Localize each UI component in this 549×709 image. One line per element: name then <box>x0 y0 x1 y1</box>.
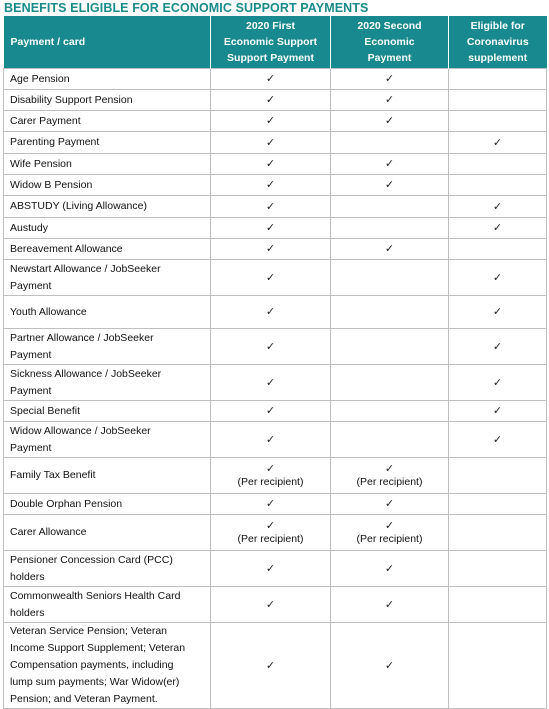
payment-name: holders <box>10 570 45 583</box>
coronavirus-supplement-cell <box>449 111 547 132</box>
first-payment-cell <box>211 154 331 175</box>
payment-name-cell <box>4 422 211 458</box>
first-payment-cell <box>211 422 331 458</box>
header-line: supplement <box>468 52 528 64</box>
coronavirus-supplement-cell <box>449 69 547 90</box>
check-icon: ✓ <box>265 242 276 255</box>
payment-name: Income Support Supplement; Veteran <box>10 642 186 654</box>
payment-name: holders <box>10 606 45 619</box>
check-icon: ✓ <box>265 178 276 191</box>
second-payment-cell <box>331 401 449 422</box>
check-icon: ✓ <box>492 339 503 353</box>
payment-name: Parenting Payment <box>10 136 100 148</box>
second-payment-cell <box>331 154 449 175</box>
second-payment-cell <box>331 69 449 90</box>
check-icon: ✓ <box>265 461 276 475</box>
header-line: 2020 First <box>245 20 296 32</box>
table-row <box>4 401 547 422</box>
page-title: BENEFITS ELIGIBLE FOR ECONOMIC SUPPORT PAYMENTS <box>4 1 369 15</box>
header-line: Economic Support <box>223 36 318 48</box>
second-payment-cell <box>331 551 449 587</box>
table-row <box>4 175 547 196</box>
payment-name: Austudy <box>10 221 48 234</box>
check-icon: ✓ <box>492 305 503 318</box>
header-row <box>4 16 547 69</box>
check-icon: ✓ <box>265 221 276 234</box>
table-row <box>4 111 547 132</box>
table-row <box>4 551 547 587</box>
coronavirus-supplement-cell <box>449 175 547 196</box>
table-row <box>4 458 547 494</box>
first-payment-cell <box>211 401 331 422</box>
payment-name-cell <box>4 401 211 422</box>
second-payment-cell <box>331 623 449 709</box>
payment-name-cell <box>4 365 211 401</box>
second-payment-cell <box>331 196 449 218</box>
payment-name-cell <box>4 239 211 260</box>
benefits-table <box>3 16 547 709</box>
check-icon: ✓ <box>384 461 395 475</box>
check-icon: ✓ <box>492 375 503 389</box>
first-payment-cell <box>211 132 331 154</box>
table-row <box>4 239 547 260</box>
first-payment-cell <box>211 69 331 90</box>
check-icon: ✓ <box>265 72 276 85</box>
payment-name: Partner Allowance / JobSeeker <box>10 331 154 344</box>
table-row <box>4 296 547 329</box>
table-row <box>4 218 547 239</box>
payment-name-cell <box>4 458 211 494</box>
header-line: Payment / card <box>10 36 86 48</box>
first-payment-cell <box>211 587 331 623</box>
second-payment-cell <box>331 296 449 329</box>
coronavirus-supplement-cell <box>449 132 547 154</box>
payment-name: Wife Pension <box>10 157 72 170</box>
payment-name: Newstart Allowance / JobSeeker <box>10 262 161 275</box>
check-icon: ✓ <box>384 72 395 85</box>
header-line: Eligible for <box>470 20 525 32</box>
first-payment-cell <box>211 494 331 515</box>
check-icon: ✓ <box>265 432 276 446</box>
payment-name: Disability Support Pension <box>10 93 133 106</box>
check-icon: ✓ <box>265 305 276 318</box>
check-icon: ✓ <box>265 497 276 510</box>
second-payment-cell <box>331 494 449 515</box>
payment-name: Special Benefit <box>10 404 81 417</box>
payment-name: Commonwealth Seniors Health Card <box>10 589 181 602</box>
coronavirus-supplement-cell <box>449 239 547 260</box>
header-line: 2020 Second <box>357 20 422 32</box>
check-icon: ✓ <box>265 157 276 170</box>
header-payment-card <box>4 16 211 69</box>
payment-name-cell <box>4 494 211 515</box>
check-icon: ✓ <box>384 597 395 611</box>
header-coronavirus-supplement <box>449 16 547 69</box>
check-icon: ✓ <box>492 404 503 417</box>
coronavirus-supplement-cell <box>449 587 547 623</box>
check-icon: ✓ <box>265 339 276 353</box>
payment-name-cell <box>4 111 211 132</box>
check-icon: ✓ <box>492 432 503 446</box>
check-icon: ✓ <box>265 404 276 417</box>
check-icon: ✓ <box>492 199 503 213</box>
per-recipient-note: (Per recipient) <box>356 475 423 488</box>
coronavirus-supplement-cell <box>449 329 547 365</box>
check-icon: ✓ <box>384 93 395 106</box>
second-payment-cell <box>331 587 449 623</box>
payment-name: Widow B Pension <box>10 178 93 191</box>
check-icon: ✓ <box>384 518 395 532</box>
table-row <box>4 260 547 296</box>
coronavirus-supplement-cell <box>449 90 547 111</box>
payment-name: Carer Allowance <box>10 526 87 538</box>
coronavirus-supplement-cell <box>449 623 547 709</box>
first-payment-cell <box>211 365 331 401</box>
first-payment-cell <box>211 458 331 494</box>
payment-name-cell <box>4 69 211 90</box>
second-payment-cell <box>331 239 449 260</box>
coronavirus-supplement-cell <box>449 296 547 329</box>
check-icon: ✓ <box>384 497 395 510</box>
payment-name-cell <box>4 296 211 329</box>
header-line: Payment <box>367 52 412 64</box>
table-row <box>4 422 547 458</box>
check-icon: ✓ <box>492 221 503 234</box>
header-second-payment <box>331 16 449 69</box>
payment-name: lump sum payments; War Widow(er) <box>10 676 180 688</box>
table-row <box>4 90 547 111</box>
check-icon: ✓ <box>265 270 276 284</box>
check-icon: ✓ <box>384 658 395 672</box>
check-icon: ✓ <box>265 658 276 672</box>
coronavirus-supplement-cell <box>449 458 547 494</box>
payment-name: Payment <box>10 279 52 292</box>
table-row <box>4 196 547 218</box>
check-icon: ✓ <box>384 242 395 255</box>
first-payment-cell <box>211 218 331 239</box>
table-row <box>4 494 547 515</box>
second-payment-cell <box>331 329 449 365</box>
first-payment-cell <box>211 623 331 709</box>
payment-name: ABSTUDY (Living Allowance) <box>10 200 147 212</box>
second-payment-cell <box>331 132 449 154</box>
payment-name: Pension; and Veteran Payment. <box>10 693 158 705</box>
check-icon: ✓ <box>265 93 276 106</box>
table-row <box>4 132 547 154</box>
first-payment-cell <box>211 196 331 218</box>
check-icon: ✓ <box>265 114 276 127</box>
payment-name-cell <box>4 260 211 296</box>
per-recipient-note: (Per recipient) <box>237 475 304 488</box>
payment-name: Family Tax Benefit <box>10 469 96 481</box>
check-icon: ✓ <box>384 157 395 170</box>
payment-name: Sickness Allowance / JobSeeker <box>10 367 162 380</box>
first-payment-cell <box>211 90 331 111</box>
payment-name-cell <box>4 515 211 551</box>
payment-name: Bereavement Allowance <box>10 242 123 255</box>
first-payment-cell <box>211 515 331 551</box>
coronavirus-supplement-cell <box>449 494 547 515</box>
table-header <box>4 16 547 69</box>
first-payment-cell <box>211 551 331 587</box>
payment-name-cell <box>4 175 211 196</box>
coronavirus-supplement-cell <box>449 515 547 551</box>
payment-name-cell <box>4 551 211 587</box>
payment-name-cell <box>4 623 211 709</box>
second-payment-cell <box>331 260 449 296</box>
coronavirus-supplement-cell <box>449 196 547 218</box>
first-payment-cell <box>211 111 331 132</box>
payment-name: Payment <box>10 441 52 454</box>
header-line: Coronavirus <box>466 36 529 48</box>
coronavirus-supplement-cell <box>449 154 547 175</box>
payment-name: Carer Payment <box>10 114 81 127</box>
per-recipient-note: (Per recipient) <box>237 532 304 545</box>
second-payment-cell <box>331 422 449 458</box>
coronavirus-supplement-cell <box>449 422 547 458</box>
check-icon: ✓ <box>265 375 276 389</box>
check-icon: ✓ <box>492 270 503 284</box>
payment-name-cell <box>4 132 211 154</box>
payment-name: Payment <box>10 384 52 397</box>
second-payment-cell <box>331 458 449 494</box>
payment-name: Youth Allowance <box>10 305 87 318</box>
per-recipient-note: (Per recipient) <box>356 532 423 545</box>
table-row <box>4 623 547 709</box>
payment-name-cell <box>4 218 211 239</box>
second-payment-cell <box>331 218 449 239</box>
payment-name-cell <box>4 329 211 365</box>
coronavirus-supplement-cell <box>449 401 547 422</box>
coronavirus-supplement-cell <box>449 365 547 401</box>
check-icon: ✓ <box>384 561 395 575</box>
first-payment-cell <box>211 296 331 329</box>
payment-name-cell <box>4 154 211 175</box>
table-row <box>4 69 547 90</box>
payment-name: Age Pension <box>10 72 70 85</box>
second-payment-cell <box>331 90 449 111</box>
check-icon: ✓ <box>384 114 395 127</box>
payment-name: Double Orphan Pension <box>10 497 123 510</box>
table-row <box>4 329 547 365</box>
payment-name: Widow Allowance / JobSeeker <box>10 424 151 437</box>
check-icon: ✓ <box>265 597 276 611</box>
payment-name: Compensation payments, including <box>10 659 174 671</box>
second-payment-cell <box>331 515 449 551</box>
header-line: Support Payment <box>227 52 314 64</box>
payment-name-cell <box>4 90 211 111</box>
first-payment-cell <box>211 175 331 196</box>
header-first-payment <box>211 16 331 69</box>
check-icon: ✓ <box>265 199 276 213</box>
first-payment-cell <box>211 329 331 365</box>
payment-name: Payment <box>10 348 52 361</box>
payment-name-cell <box>4 587 211 623</box>
header-line: Economic <box>364 36 415 48</box>
check-icon: ✓ <box>384 178 395 191</box>
table-row <box>4 154 547 175</box>
coronavirus-supplement-cell <box>449 218 547 239</box>
table-row <box>4 365 547 401</box>
table-body <box>4 69 547 709</box>
check-icon: ✓ <box>265 135 276 149</box>
payment-name: Veteran Service Pension; Veteran <box>10 625 168 637</box>
first-payment-cell <box>211 260 331 296</box>
coronavirus-supplement-cell <box>449 551 547 587</box>
payment-name-cell <box>4 196 211 218</box>
second-payment-cell <box>331 365 449 401</box>
payment-name: Pensioner Concession Card (PCC) <box>10 553 173 566</box>
check-icon: ✓ <box>265 518 276 532</box>
second-payment-cell <box>331 111 449 132</box>
check-icon: ✓ <box>265 561 276 575</box>
check-icon: ✓ <box>492 135 503 149</box>
second-payment-cell <box>331 175 449 196</box>
table-row <box>4 587 547 623</box>
first-payment-cell <box>211 239 331 260</box>
table-row <box>4 515 547 551</box>
coronavirus-supplement-cell <box>449 260 547 296</box>
